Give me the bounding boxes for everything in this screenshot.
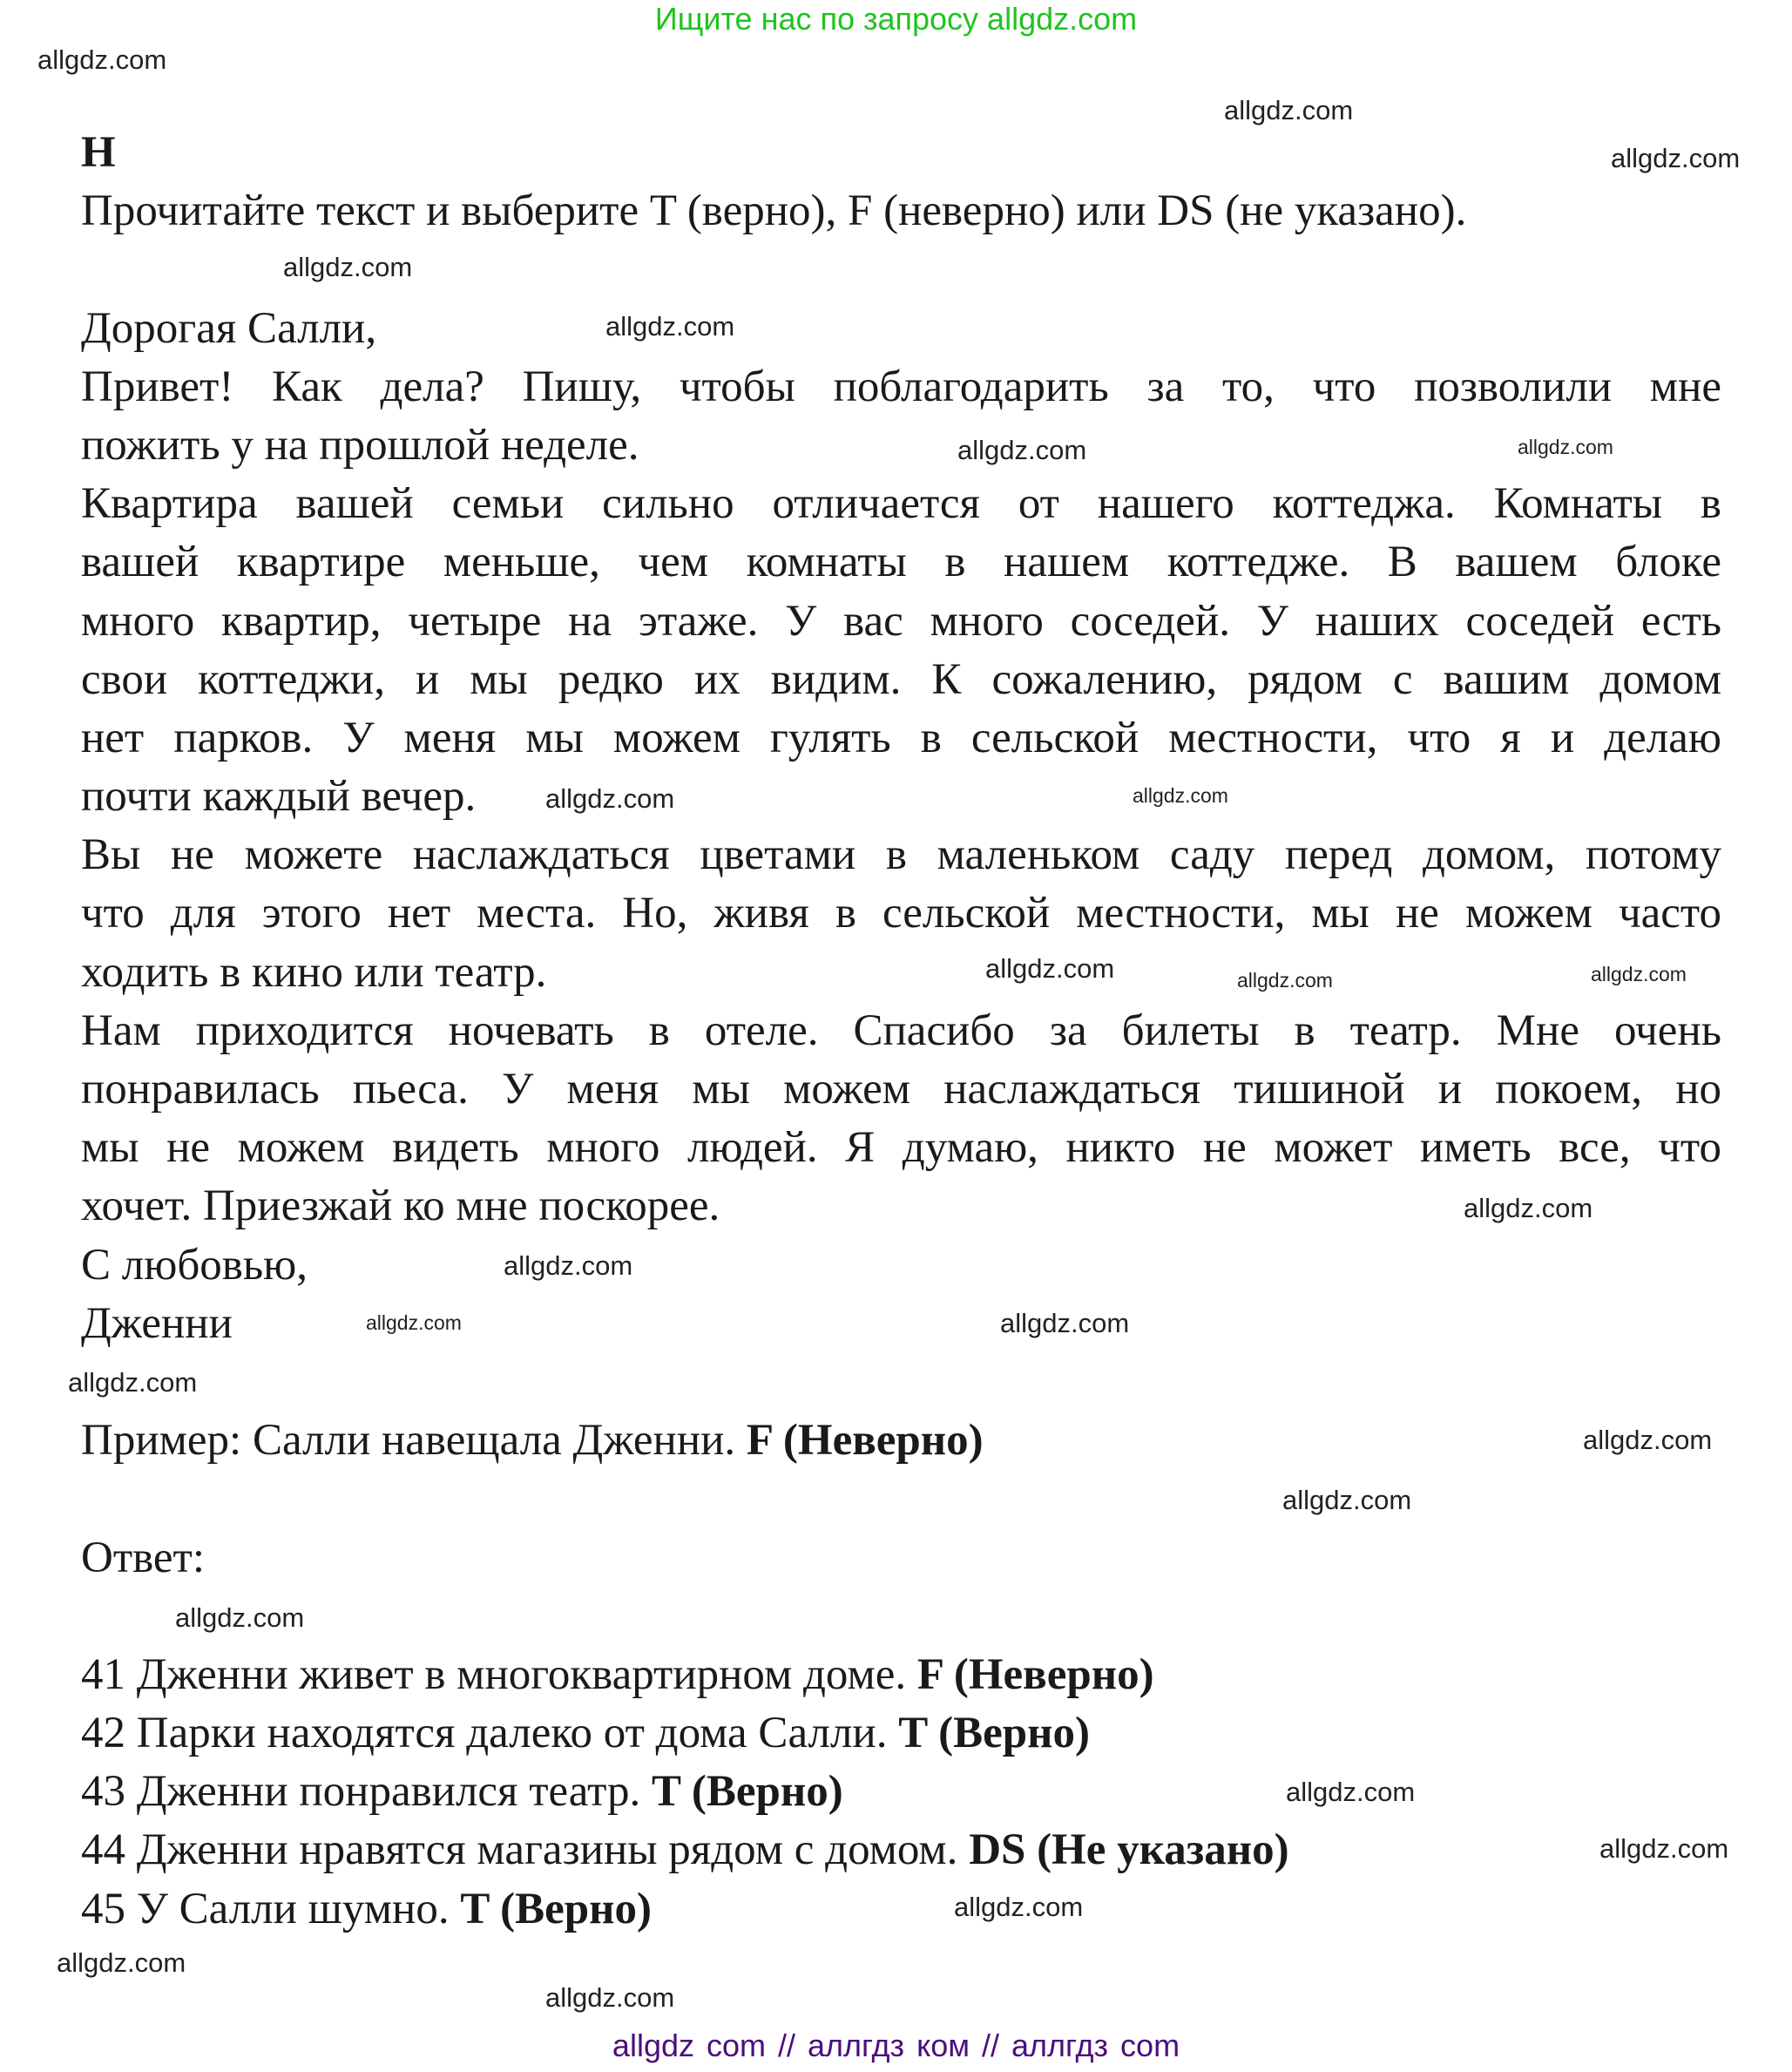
watermark: allgdz.com — [1518, 436, 1613, 458]
answer-item — [81, 1821, 1721, 1879]
instruction: Прочитайте текст и выберите T (верно), F (неверно) или DS (не указано). — [81, 186, 1467, 236]
watermark: allgdz.com — [504, 1250, 633, 1281]
letter-closing: С любовью, — [81, 1240, 308, 1290]
top-banner: Ищите нас по запросу allgdz.com — [654, 1, 1138, 37]
letter-signature: Дженни — [81, 1298, 233, 1348]
example-line — [81, 1412, 1721, 1470]
question-text: 44 Дженни нравятся магазины рядом с домом. — [81, 1825, 970, 1875]
letter-line: ходить в кино или театр. — [81, 947, 547, 997]
answer-value: F (Неверно) — [916, 1649, 1154, 1699]
question-text: 41 Дженни живет в многоквартирном доме. — [81, 1649, 917, 1699]
answer-item — [81, 1763, 1721, 1821]
letter-line: Привет! Как дела? Пишу, чтобы поблагодарить за то, что позволили мне — [81, 362, 1721, 411]
section-heading: H — [81, 128, 116, 177]
letter-line: почти каждый вечер. — [81, 772, 477, 822]
letter-line: понравилась пьеса. У меня мы можем наслаждаться тишиной и покоем, но — [81, 1065, 1721, 1114]
watermark: allgdz.com — [954, 1892, 1084, 1922]
answer-item — [81, 1880, 1721, 1939]
answer-item — [81, 1646, 1721, 1704]
watermark: allgdz.com — [1000, 1308, 1130, 1338]
letter-line: свои коттеджи, и мы редко их видим. К сожалению, рядом с вашим домом — [81, 654, 1721, 704]
watermark: allgdz.com — [68, 1367, 198, 1398]
letter-line: вашей квартире меньше, чем комнаты в нашем коттедже. В вашем блоке — [81, 538, 1721, 587]
document-body — [81, 124, 1721, 1939]
watermark: allgdz.com — [1282, 1485, 1412, 1515]
watermark: allgdz.com — [1464, 1193, 1593, 1223]
letter-line: что для этого нет места. Но, живя в сельской местности, мы не можем часто — [81, 889, 1721, 938]
bottom-banner: allgdz com // аллгдз ком // аллгдз com — [612, 2028, 1180, 2063]
letter-line: много квартир, четыре на этаже. У вас много соседей. У наших соседей есть — [81, 596, 1721, 646]
watermark: allgdz.com — [1286, 1777, 1416, 1807]
watermark: allgdz.com — [985, 953, 1115, 984]
watermark: allgdz.com — [1133, 784, 1228, 807]
answer-label: Ответ: — [81, 1533, 205, 1582]
letter-greeting: Дорогая Салли, — [81, 303, 377, 353]
watermark: allgdz.com — [37, 44, 167, 75]
answer-value: T (Верно) — [898, 1709, 1090, 1758]
letter-line: Вы не можете наслаждаться цветами в маленьком саду перед домом, потому — [81, 830, 1721, 880]
answer-value: T (Верно) — [460, 1884, 653, 1933]
question-text: 43 Дженни понравился театр. — [81, 1767, 653, 1817]
watermark: allgdz.com — [1583, 1425, 1713, 1455]
watermark: allgdz.com — [957, 435, 1087, 465]
answer-value: T (Верно) — [652, 1767, 843, 1817]
watermark: allgdz.com — [1237, 969, 1333, 992]
watermark: allgdz.com — [1224, 95, 1354, 125]
watermark: allgdz.com — [605, 311, 735, 342]
answer-value: DS (Не указано) — [969, 1825, 1289, 1875]
watermark: allgdz.com — [175, 1602, 305, 1633]
watermark: allgdz.com — [1599, 1833, 1729, 1864]
letter-line: Квартира вашей семьи сильно отличается от нашего коттеджа. Комнаты в — [81, 479, 1721, 529]
watermark: allgdz.com — [366, 1311, 462, 1334]
watermark: allgdz.com — [283, 252, 413, 282]
watermark: allgdz.com — [1611, 143, 1741, 173]
example-text: Пример: Салли навещала Дженни. — [81, 1416, 747, 1466]
letter-line: пожить у на прошлой неделе. — [81, 420, 639, 470]
letter-line: нет парков. У меня мы можем гулять в сельской местности, что я и делаю — [81, 713, 1721, 762]
example-answer: F (Неверно) — [746, 1416, 984, 1466]
question-text: 45 У Салли шумно. — [81, 1884, 461, 1933]
watermark: allgdz.com — [545, 783, 675, 814]
letter-line: хочет. Приезжай ко мне поскорее. — [81, 1182, 720, 1231]
watermark: allgdz.com — [57, 1947, 186, 1978]
letter-line: мы не можем видеть много людей. Я думаю, никто не может иметь все, что — [81, 1123, 1721, 1173]
question-text: 42 Парки находятся далеко от дома Салли. — [81, 1709, 899, 1758]
answer-item — [81, 1704, 1721, 1763]
letter-line: Нам приходится ночевать в отеле. Спасибо за билеты в театр. Мне очень — [81, 1006, 1721, 1055]
watermark: allgdz.com — [545, 1982, 675, 2013]
watermark: allgdz.com — [1591, 963, 1687, 985]
